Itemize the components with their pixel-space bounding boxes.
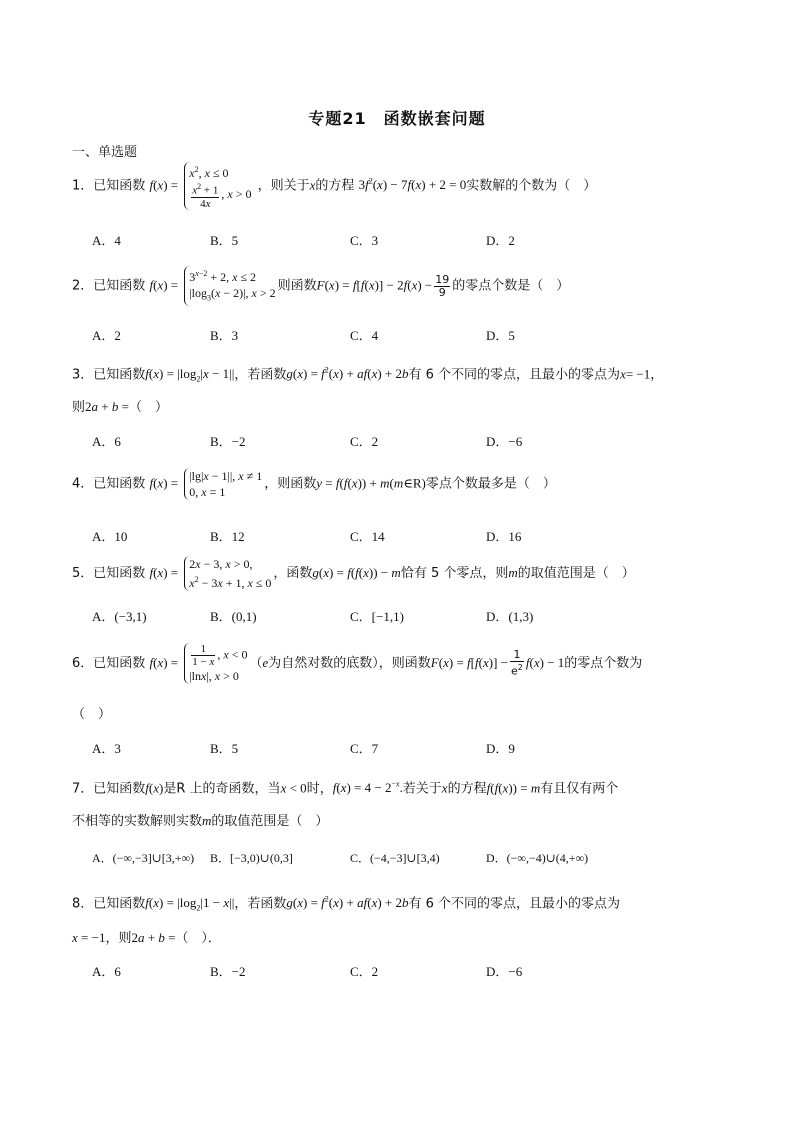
option-b[interactable]: B．−2 [210, 964, 246, 979]
option-c[interactable]: C．(−4,−3]∪[3,4) [350, 851, 440, 865]
piecewise-definition: $x^2$, x ≤ 0 $\frac{x^2 + 1}{4x}$ , x > 0 [184, 162, 251, 210]
question-text: 已知函数 [93, 656, 146, 671]
option-d[interactable]: D．5 [486, 328, 515, 343]
question-number: 2． [72, 278, 94, 294]
question-7: 7．已知函数f(x)是R 上的奇函数，当x < 0时，$f(x) = 4 - 2^{-x}$.若关于x的方程f(f(x)) = m有且仅有两个 [72, 780, 619, 797]
equation: g(x) = f(f(x)) − m [312, 565, 401, 580]
question-7-line-2: 不相等的实数解则实数m的取值范围是（ ） [72, 813, 329, 829]
page-title: 专题21 函数嵌套问题 [308, 109, 486, 128]
option-a[interactable]: A．6 [92, 434, 121, 449]
piecewise-definition: $3^{x-2} + 2$, x ≤ 2 $|\log_3(x - 2)|$, x > 2 [184, 266, 275, 306]
question-text: 已知函数 [93, 476, 146, 492]
question-text: 已知函数 [93, 781, 146, 797]
question-3-line-2: 则2a + b =（ ） [72, 399, 168, 415]
formula: $f(x) = |\log_2|x - 1||$ [145, 366, 235, 384]
option-b[interactable]: B．[−3,0)∪(0,3] [210, 851, 293, 865]
piecewise-definition: 2x − 3, x > 0, $x^2 - 3x + 1$, x ≤ 0 [184, 556, 271, 591]
equation: f(f(x)) = m [486, 780, 541, 796]
equation: $g(x) = f^2(x) + af(x) + 2b$ [286, 895, 409, 911]
question-4: 4．已知函数 f(x) = |lg|x − 1||, x ≠ 1 0, x = 1，则函数y = f(f(x)) + m(m∈R)零点个数最多是（ ） [72, 469, 556, 499]
question-number: 4． [72, 476, 94, 492]
option-d[interactable]: D．(−∞,−4)∪(4,+∞) [486, 851, 589, 865]
section-heading: 一、单选题 [72, 145, 138, 160]
option-d[interactable]: D．−6 [486, 964, 523, 979]
question-text: 已知函数 [93, 367, 146, 383]
formula: $f(x) = 4 - 2^{-x}$. [332, 780, 403, 796]
question-5: 5．已知函数 f(x) = 2x − 3, x > 0, $x^2 - 3x + 1$, x ≤ 0，函数g(x) = f(f(x)) − m恰有 5 个零点，则m的取值范围是（ ） [72, 557, 635, 590]
option-c[interactable]: C．[−1,1) [350, 609, 404, 624]
equation: $g(x) = f^2(x) + af(x) + 2b$ [286, 366, 409, 382]
option-a[interactable]: A．4 [92, 233, 121, 248]
question-number: 8． [72, 896, 94, 912]
option-a[interactable]: A．(−3,1) [92, 609, 147, 624]
option-a[interactable]: A．3 [92, 741, 121, 756]
option-a[interactable]: A．6 [92, 964, 121, 979]
option-a[interactable]: A．10 [92, 529, 128, 544]
question-6-line-2: （ ） [72, 707, 112, 722]
question-3: 3．已知函数$f(x) = |\log_2|x - 1||$，若函数$g(x) = f^2(x) + af(x) + 2b$有 6 个不同的零点，且最小的零点为x= −1， [72, 366, 664, 384]
option-a[interactable]: A．2 [92, 328, 121, 343]
question-number: 7． [72, 781, 94, 797]
option-c[interactable]: C．14 [350, 529, 385, 544]
formula: $f(x) = |\log_2|1 - x||$ [145, 895, 235, 913]
question-text: 已知函数 [93, 178, 146, 194]
option-d[interactable]: D．9 [486, 741, 515, 756]
question-1: 1．已知函数 $f(x) = x^2$, x ≤ 0 $\frac{x^2 + 1}{4x}$ , x > 0 ，则关于x的方程 $3f^2(x) - 7f(x) + 2 = 0$实数解的个数为（ ） [72, 162, 596, 210]
option-c[interactable]: C．4 [350, 328, 379, 343]
option-b[interactable]: B．(0,1) [210, 609, 257, 624]
equation: $3f^2(x) - 7f(x) + 2 = 0$ [358, 177, 467, 193]
question-8-line-2: x = −1，则2a + b =（ ）． [72, 930, 221, 946]
question-number: 5． [72, 566, 94, 581]
equation: F(x) = f[f(x)] − [430, 655, 508, 670]
option-c[interactable]: C．3 [350, 233, 379, 248]
option-d[interactable]: D．(1,3) [486, 609, 534, 624]
question-text: 已知函数 [93, 278, 146, 294]
question-number: 1． [72, 178, 94, 194]
option-b[interactable]: B．5 [210, 741, 239, 756]
piecewise-definition: |lg|x − 1||, x ≠ 1 0, x = 1 [184, 468, 262, 500]
question-text: 已知函数 [93, 896, 146, 912]
option-d[interactable]: D．−6 [486, 434, 523, 449]
option-b[interactable]: B．−2 [210, 434, 246, 449]
option-b[interactable]: B．3 [210, 328, 239, 343]
option-a[interactable]: A．(−∞,−3]∪[3,+∞) [92, 851, 195, 865]
question-6: 6．已知函数 f(x) = $\frac{1}{1 - x}$ , x < 0 |lnx|, x > 0（e为自然对数的底数），则函数F(x) = f[f(x)] − $\frac{1}{e^2}$ f(x) − 1的零点个数为 [72, 643, 643, 683]
option-b[interactable]: B．12 [210, 529, 245, 544]
option-d[interactable]: D．2 [486, 233, 515, 248]
option-d[interactable]: D．16 [486, 529, 522, 544]
option-c[interactable]: C．2 [350, 964, 379, 979]
question-number: 3． [72, 367, 94, 383]
equation: y = f(f(x)) + m(m∈R) [316, 475, 426, 491]
piecewise-definition: $\frac{1}{1 - x}$ , x < 0 |lnx|, x > 0 [184, 643, 247, 684]
question-text: 已知函数 [93, 566, 146, 581]
formula: f [149, 177, 154, 193]
option-c[interactable]: C．2 [350, 434, 379, 449]
option-b[interactable]: B．5 [210, 233, 239, 248]
question-8: 8．已知函数$f(x) = |\log_2|1 - x||$，若函数$g(x) = f^2(x) + af(x) + 2b$有 6 个不同的零点，且最小的零点为 [72, 895, 621, 913]
question-2: 2．已知函数 $f(x) = 3^{x-2} + 2$, x ≤ 2 $|\log_3(x - 2)|$, x > 2则函数F(x) = f[f(x)] − 2f(x) − $\frac{19}{9}$ 的零点个数是（ ） [72, 266, 569, 306]
option-c[interactable]: C．7 [350, 741, 379, 756]
question-number: 6． [72, 656, 94, 671]
equation: F(x) = f[f(x)] − 2f(x) − [316, 277, 433, 293]
